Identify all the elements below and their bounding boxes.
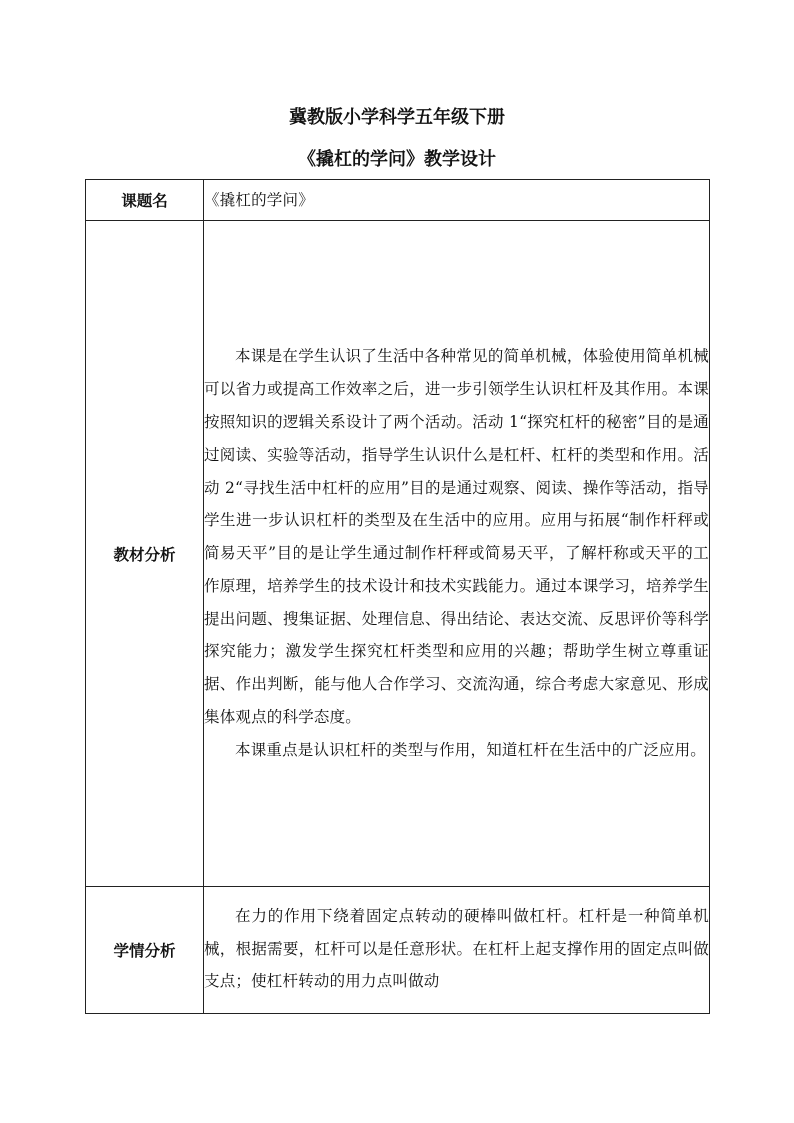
table-row-learner-analysis — [86, 887, 710, 1014]
lesson-plan-table — [85, 179, 710, 1014]
paragraph: 本课是在学生认识了生活中各种常见的简单机械，体验使用简单机械可以省力或提高工作效率之后，进一步引领学生认识杠杆及其作用。本课按照知识的逻辑关系设计了两个活动。活动 1“探究杠杆的秘密”目的是通过阅读、实验等活动，指导学生认识什么是杠杆、杠杆的类型和作用。活动 2“寻找生活中杠杆的应用”目的是通过观察、阅读、操作等活动，指导学生进一步认识杠杆的类型及在生活中的应用。应用与拓展“制作杆秤或简易天平”目的是让学生通过制作杆秤或简易天平，了解杆称或天平的工作原理，培养学生的技术设计和技术实践能力。通过本课学习，培养学生提出问题、搜集证据、处理信息、得出结论、表达交流、反思评价等科学探究能力；激发学生探究杠杆类型和应用的兴趣；帮助学生树立尊重证据、作出判断，能与他人合作学习、交流沟通，综合考虑大家意见、形成集体观点的科学态度。 — [204, 347, 709, 727]
document-title: 冀教版小学科学五年级下册 — [289, 107, 505, 128]
row-label-learner-analysis: 学情分析 — [86, 887, 204, 1014]
row-label-material-analysis: 教材分析 — [86, 221, 204, 887]
row-label-topic: 课题名 — [86, 180, 204, 221]
paragraph: 本课重点是认识杠杆的类型与作用，知道杠杆在生活中的广泛应用。 — [235, 740, 707, 759]
document-subtitle: 《撬杠的学问》教学设计 — [298, 149, 496, 170]
table-row-material-analysis — [86, 221, 710, 887]
row-content-topic: 《撬杠的学问》 — [204, 180, 710, 221]
paragraph: 在力的作用下绕着固定点转动的硬棒叫做杠杆。杠杆是一种简单机械，根据需要，杠杆可以是任意形状。在杠杆上起支撑作用的固定点叫做支点；使杠杆转动的用力点叫做动 — [204, 906, 709, 991]
row-content-learner-analysis — [204, 887, 710, 1014]
table-row-topic — [86, 180, 710, 221]
row-content-material-analysis — [204, 221, 710, 887]
